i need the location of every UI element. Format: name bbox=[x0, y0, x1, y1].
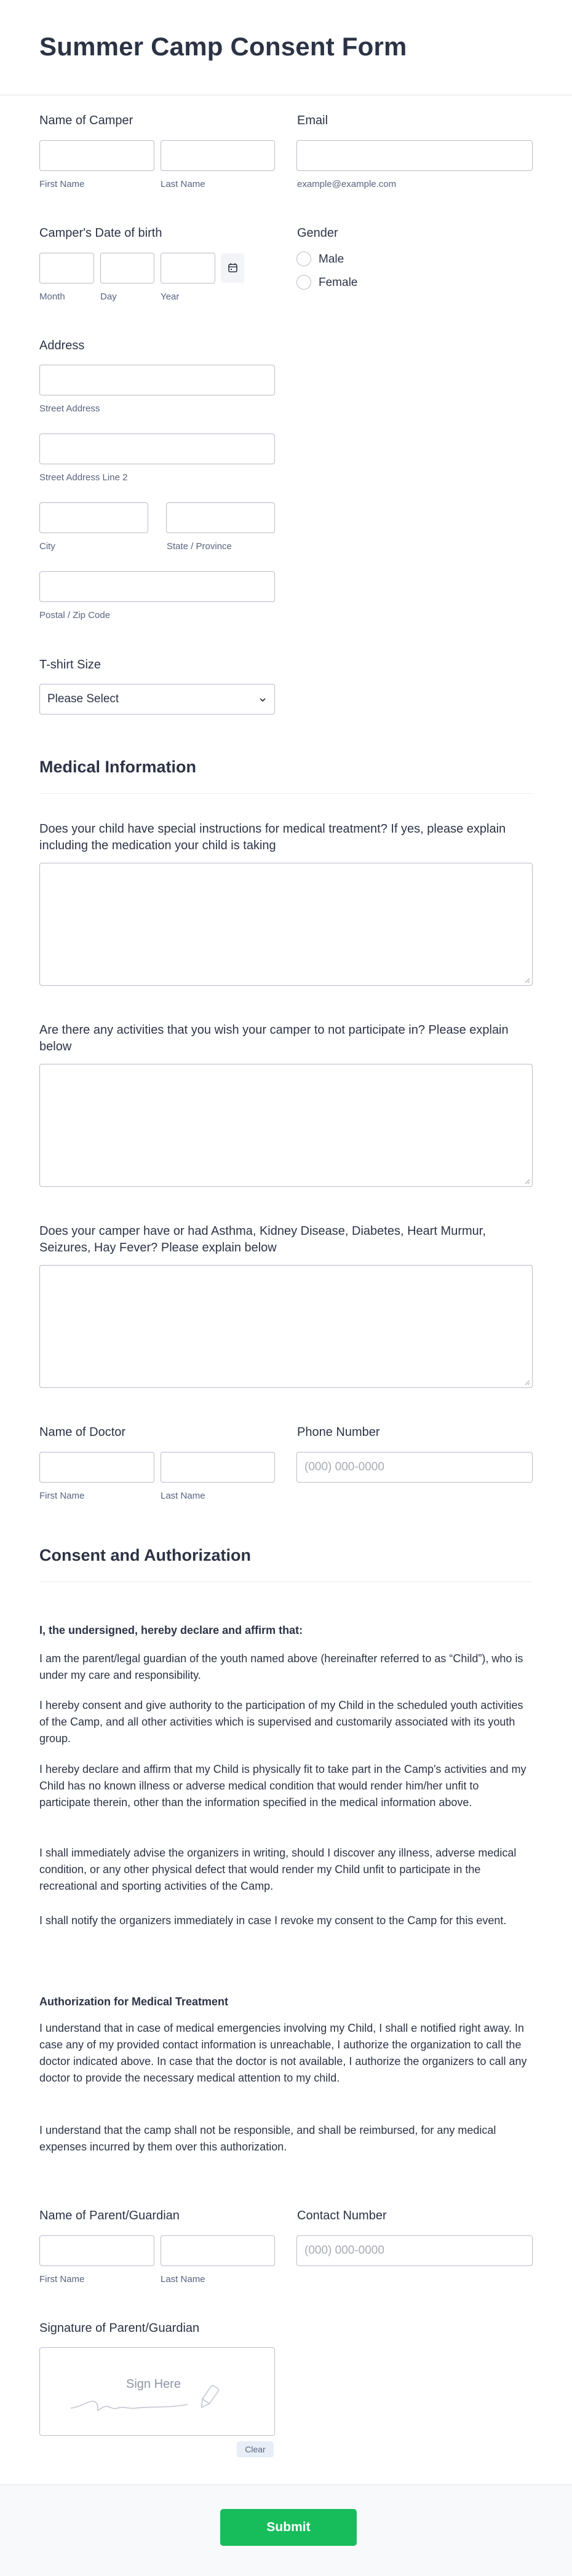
state-sublabel: State / Province bbox=[167, 541, 232, 552]
tshirt-selected-value: Please Select bbox=[47, 692, 119, 705]
address-label: Address bbox=[39, 339, 85, 352]
doctor-first-name-input[interactable] bbox=[39, 1452, 154, 1483]
street-address-input[interactable] bbox=[39, 365, 275, 395]
month-sublabel: Month bbox=[39, 291, 65, 302]
street-address-line2-sublabel: Street Address Line 2 bbox=[39, 472, 128, 483]
guardian-last-name-sublabel: Last Name bbox=[161, 2274, 205, 2285]
gender-male-radio[interactable] bbox=[296, 252, 311, 266]
signature-placeholder: Sign Here bbox=[126, 2377, 181, 2391]
chevron-down-icon bbox=[258, 696, 267, 704]
calendar-icon bbox=[221, 253, 244, 283]
city-sublabel: City bbox=[39, 541, 55, 552]
gender-female-radio[interactable] bbox=[296, 275, 311, 290]
signature-pen-icon bbox=[65, 2372, 249, 2422]
camper-last-name-input[interactable] bbox=[161, 140, 275, 171]
consent-declaration: I, the undersigned, hereby declare and affirm that: bbox=[39, 1624, 303, 1636]
doctor-first-name-sublabel: First Name bbox=[39, 1491, 85, 1501]
submit-button[interactable]: Submit bbox=[220, 2509, 357, 2546]
gender-female-label: Female bbox=[319, 276, 358, 289]
dob-year-input[interactable] bbox=[161, 253, 215, 283]
phone-placeholder: (000) 000-0000 bbox=[304, 1460, 384, 1473]
authorization-paragraph-1: I understand that in case of medical emergencies involving my Child, I shall e notified right away. In case any of my provided contact information is unreachable, I authorize the organization to call the doctor indicated above. In case that the doctor is not available, I authorize the organizers to call any doctor to provide the necessary medical attention to my child. bbox=[39, 2022, 527, 2084]
email-input[interactable] bbox=[296, 140, 533, 171]
first-name-sublabel: First Name bbox=[39, 179, 85, 189]
signature-label: Signature of Parent/Guardian bbox=[39, 2321, 200, 2335]
year-sublabel: Year bbox=[161, 291, 180, 302]
authorization-heading: Authorization for Medical Treatment bbox=[39, 1995, 229, 2008]
last-name-sublabel: Last Name bbox=[161, 179, 205, 189]
gender-label: Gender bbox=[297, 226, 338, 240]
dob-day-input[interactable] bbox=[100, 253, 154, 283]
street-address-line2-input[interactable] bbox=[39, 434, 275, 464]
camper-first-name-input[interactable] bbox=[39, 140, 154, 171]
doctor-name-label: Name of Doctor bbox=[39, 1425, 126, 1439]
contact-number-placeholder: (000) 000-0000 bbox=[304, 2244, 384, 2257]
consent-paragraph-3: I hereby declare and affirm that my Child is physically fit to take part in the Camp's activities and my Child has no known illness or adverse medical condition that would render him/her unfit to participate therein, other than the information specified in the medical information above. bbox=[39, 1763, 526, 1809]
consent-paragraph-1: I am the parent/legal guardian of the youth named above (hereinafter referred to as “Child”), who is under my care and responsibility. bbox=[39, 1652, 523, 1681]
city-input[interactable] bbox=[39, 502, 148, 533]
medical-question-1: Does your child have special instructions for medical treatment? If yes, please explain including the medication your child is taking bbox=[39, 822, 506, 852]
zip-input[interactable] bbox=[39, 571, 275, 602]
clear-signature-button[interactable]: Clear bbox=[237, 2441, 274, 2457]
medical-answer-2-textarea[interactable] bbox=[39, 1064, 533, 1187]
phone-input[interactable] bbox=[296, 1452, 533, 1483]
calendar-button[interactable] bbox=[221, 253, 244, 283]
camper-name-label: Name of Camper bbox=[39, 114, 133, 127]
medical-answer-3-textarea[interactable] bbox=[39, 1265, 533, 1388]
consent-heading: Consent and Authorization bbox=[39, 1546, 251, 1564]
doctor-last-name-input[interactable] bbox=[161, 1452, 275, 1483]
state-input[interactable] bbox=[166, 502, 275, 533]
medical-answer-1-textarea[interactable] bbox=[39, 863, 533, 986]
zip-sublabel: Postal / Zip Code bbox=[39, 610, 111, 620]
tshirt-label: T-shirt Size bbox=[39, 658, 101, 672]
doctor-last-name-sublabel: Last Name bbox=[161, 1491, 205, 1501]
page-title: Summer Camp Consent Form bbox=[39, 32, 407, 61]
resize-grip-icon[interactable] bbox=[524, 977, 530, 983]
resize-grip-icon[interactable] bbox=[524, 1379, 530, 1385]
street-address-sublabel: Street Address bbox=[39, 403, 100, 414]
consent-paragraph-4: I shall immediately advise the organizers in writing, should I discover any illness, adverse medical condition, or any other physical defect that would render my Child unfit to participate in the recreational and sporting activities of the Camp. bbox=[39, 1847, 517, 1892]
consent-paragraph-2: I hereby consent and give authority to the participation of my Child in the scheduled youth activities of the Camp, and all other activities which is supervised and customarily associated with its youth group. bbox=[39, 1699, 523, 1745]
medical-question-2: Are there any activities that you wish your camper to not participate in? Please explain below bbox=[39, 1023, 509, 1053]
phone-label: Phone Number bbox=[297, 1425, 380, 1439]
medical-heading: Medical Information bbox=[39, 758, 197, 776]
dob-label: Camper's Date of birth bbox=[39, 226, 162, 240]
tshirt-select[interactable] bbox=[39, 684, 275, 715]
contact-number-label: Contact Number bbox=[297, 2209, 387, 2222]
guardian-first-name-sublabel: First Name bbox=[39, 2274, 85, 2285]
gender-male-label: Male bbox=[319, 253, 344, 266]
medical-divider bbox=[39, 793, 533, 794]
consent-paragraph-5: I shall notify the organizers immediately in case I revoke my consent to the Camp for this event. bbox=[39, 1914, 507, 1927]
signature-pad[interactable] bbox=[39, 2347, 275, 2436]
email-sublabel: example@example.com bbox=[297, 179, 397, 189]
day-sublabel: Day bbox=[100, 291, 117, 302]
contact-number-input[interactable] bbox=[296, 2235, 533, 2266]
email-label: Email bbox=[297, 114, 328, 127]
resize-grip-icon[interactable] bbox=[524, 1178, 530, 1184]
guardian-first-name-input[interactable] bbox=[39, 2235, 154, 2266]
authorization-paragraph-2: I understand that the camp shall not be responsible, and shall be reimbursed, for any medical expenses incurred by them over this authorization. bbox=[39, 2124, 496, 2153]
dob-month-input[interactable] bbox=[39, 253, 94, 283]
medical-question-3: Does your camper have or had Asthma, Kidney Disease, Diabetes, Heart Murmur, Seizures, Hay Fever? Please explain below bbox=[39, 1224, 486, 1254]
guardian-name-label: Name of Parent/Guardian bbox=[39, 2209, 180, 2222]
guardian-last-name-input[interactable] bbox=[161, 2235, 275, 2266]
